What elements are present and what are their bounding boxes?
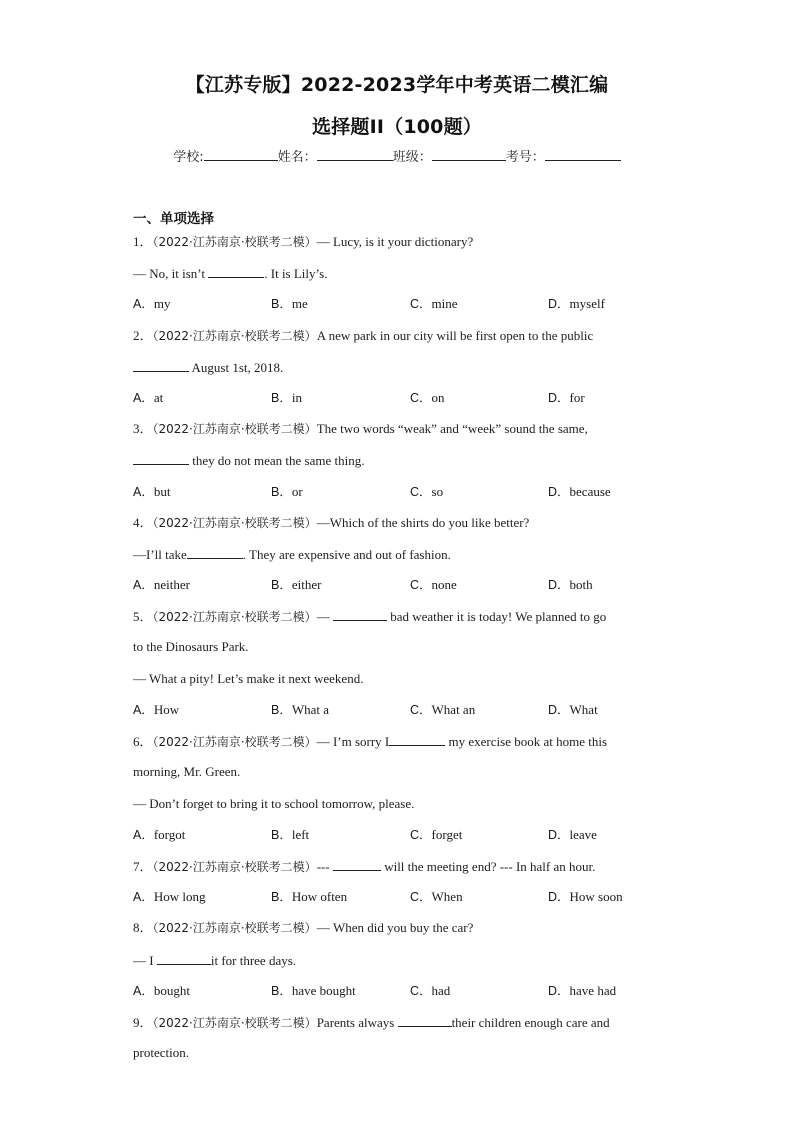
- option-c[interactable]: C．What an: [410, 702, 476, 717]
- section-title: 一、单项选择: [133, 211, 214, 227]
- question-2-line-2: August 1st, 2018.: [133, 359, 283, 376]
- question-8-options: [133, 983, 693, 999]
- option-d[interactable]: D．myself: [548, 296, 605, 311]
- question-9-line-1: 9．（2022·江苏南京·校联考二模）Parents always their children enough care and: [133, 1015, 610, 1030]
- answer-blank[interactable]: [389, 733, 445, 746]
- option-d[interactable]: D．What: [548, 702, 598, 717]
- question-6-line-3: — Don’t forget to bring it to school tomorrow, please.: [133, 796, 415, 811]
- answer-blank[interactable]: [333, 608, 387, 621]
- answer-blank[interactable]: [208, 265, 264, 278]
- document-title-line1: 【江苏专版】2022-2023学年中考英语二模汇编: [185, 74, 609, 96]
- option-b[interactable]: B．me: [271, 296, 308, 311]
- option-d[interactable]: D．have had: [548, 983, 617, 998]
- question-9-line-2: protection.: [133, 1045, 189, 1060]
- option-c[interactable]: C．mine: [410, 296, 458, 311]
- question-7-line-1: 7．（2022·江苏南京·校联考二模）--- will the meeting end? --- In half an hour.: [133, 859, 596, 874]
- answer-blank[interactable]: [398, 1014, 452, 1027]
- answer-blank[interactable]: [157, 952, 211, 965]
- question-8-line-2: — I it for three days.: [133, 953, 297, 968]
- question-5-line-2: to the Dinosaurs Park.: [133, 639, 249, 654]
- question-3-options: [133, 484, 693, 500]
- question-6-line-2: morning, Mr. Green.: [133, 764, 241, 779]
- option-b[interactable]: B．What a: [271, 702, 330, 717]
- option-b[interactable]: B．left: [271, 827, 310, 842]
- option-c[interactable]: C．none: [410, 577, 457, 592]
- option-a[interactable]: A．but: [133, 484, 171, 499]
- option-c[interactable]: C．forget: [410, 827, 463, 842]
- option-b[interactable]: B．How often: [271, 889, 348, 904]
- option-a[interactable]: A．at: [133, 390, 164, 405]
- option-b[interactable]: B．either: [271, 577, 322, 592]
- option-b[interactable]: B．in: [271, 390, 302, 405]
- answer-blank[interactable]: [133, 359, 189, 372]
- question-6-options: [133, 827, 693, 843]
- option-a[interactable]: A．forgot: [133, 827, 186, 842]
- student-info-row: [0, 146, 794, 165]
- answer-blank[interactable]: [133, 452, 189, 465]
- question-1-options: [133, 296, 693, 312]
- question-4-options: [133, 577, 693, 593]
- option-c[interactable]: C．on: [410, 390, 445, 405]
- question-2-line-1: 2．（2022·江苏南京·校联考二模）A new park in our city will be first open to the public: [133, 328, 594, 343]
- option-a[interactable]: A．How: [133, 702, 180, 717]
- question-4-line-1: 4．（2022·江苏南京·校联考二模）—Which of the shirts do you like better?: [133, 515, 530, 530]
- option-d[interactable]: D．both: [548, 577, 593, 592]
- question-4-line-2: —I’ll take . They are expensive and out of fashion.: [133, 547, 451, 562]
- number-blank[interactable]: [545, 147, 621, 161]
- question-6-line-1: 6．（2022·江苏南京·校联考二模）— I’m sorry I my exercise book at home this: [133, 734, 608, 749]
- school-blank[interactable]: [204, 147, 278, 161]
- option-a[interactable]: A．neither: [133, 577, 190, 592]
- option-b[interactable]: B．have bought: [271, 983, 356, 998]
- answer-blank[interactable]: [187, 546, 243, 559]
- option-c[interactable]: C．When: [410, 889, 463, 904]
- school-label: 学校:: [173, 150, 204, 165]
- name-blank[interactable]: [317, 147, 393, 161]
- option-c[interactable]: C．had: [410, 983, 451, 998]
- question-3-line-1: 3．（2022·江苏南京·校联考二模）The two words “weak” and “week” sound the same,: [133, 421, 588, 436]
- option-b[interactable]: B．or: [271, 484, 303, 499]
- question-1-line-2: — No, it isn’t . It is Lily’s.: [133, 266, 328, 281]
- question-3-line-2: they do not mean the same thing.: [133, 452, 364, 469]
- option-a[interactable]: A．my: [133, 296, 171, 311]
- question-1-line-1: 1．（2022·江苏南京·校联考二模）— Lucy, is it your dictionary?: [133, 234, 474, 249]
- question-5-options: [133, 702, 693, 718]
- question-5-line-1: 5．（2022·江苏南京·校联考二模）— bad weather it is today! We planned to go: [133, 609, 607, 624]
- class-label: 班级：: [392, 150, 432, 165]
- class-blank[interactable]: [432, 147, 506, 161]
- option-a[interactable]: A．bought: [133, 983, 190, 998]
- option-a[interactable]: A．How long: [133, 889, 206, 904]
- option-d[interactable]: D．because: [548, 484, 611, 499]
- option-d[interactable]: D．leave: [548, 827, 597, 842]
- question-5-line-3: — What a pity! Let’s make it next weekend.: [133, 671, 364, 686]
- option-d[interactable]: D．for: [548, 390, 585, 405]
- question-2-options: [133, 390, 693, 406]
- option-d[interactable]: D．How soon: [548, 889, 623, 904]
- number-label: 考号：: [505, 150, 545, 165]
- name-label: 姓名：: [277, 150, 317, 165]
- question-8-line-1: 8．（2022·江苏南京·校联考二模）— When did you buy the car?: [133, 920, 474, 935]
- answer-blank[interactable]: [333, 858, 381, 871]
- question-7-options: [133, 889, 693, 905]
- option-c[interactable]: C．so: [410, 484, 444, 499]
- document-title-line2: 选择题II（100题）: [312, 116, 482, 138]
